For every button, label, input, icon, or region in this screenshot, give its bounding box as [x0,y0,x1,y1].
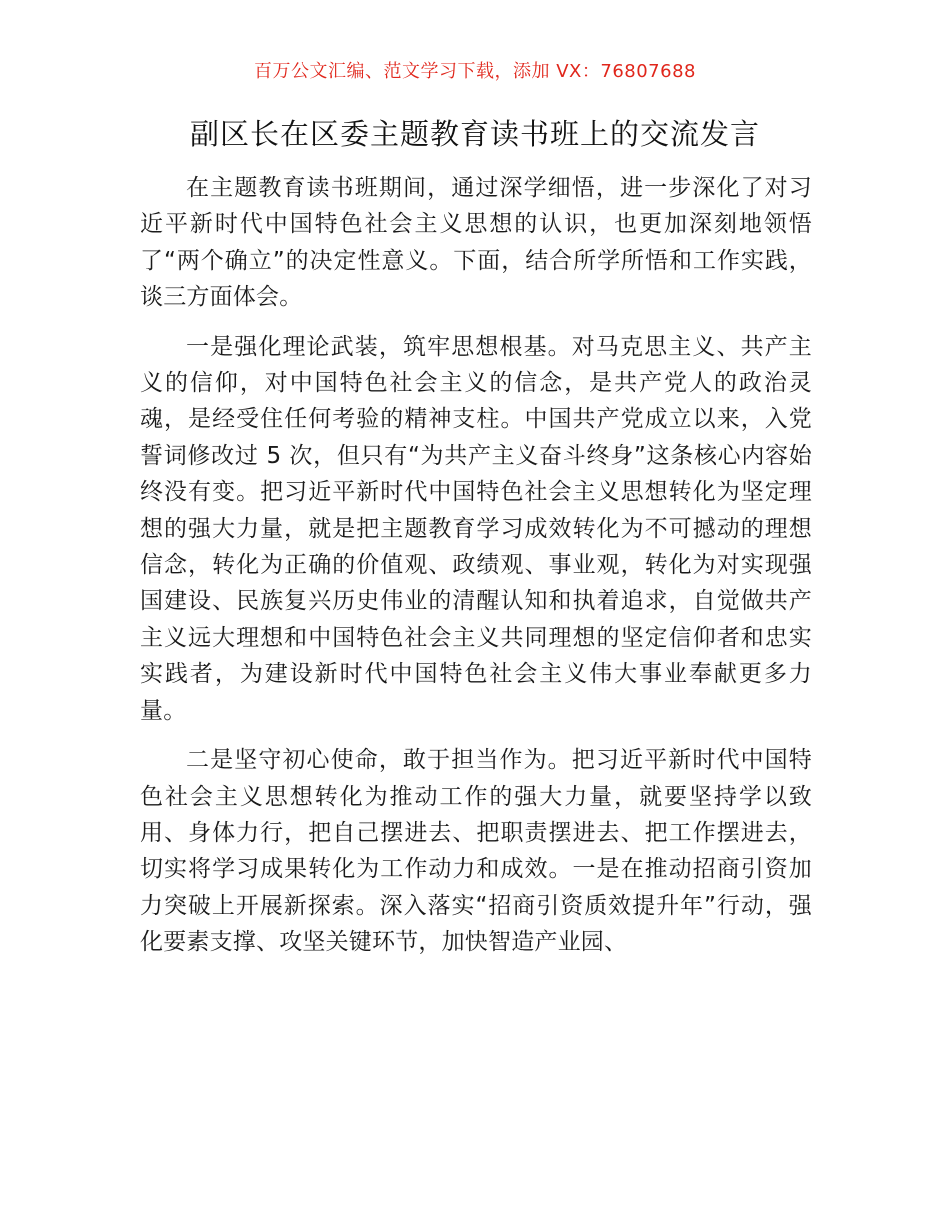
paragraph-point-one: 一是强化理论武装，筑牢思想根基。对马克思主义、共产主义的信仰，对中国特色社会主义的信念，是共产党人的政治灵魂，是经受住任何考验的精神支柱。中国共产党成立以来，入党誓词修改过 5 次，但只有“为共产主义奋斗终身”这条核心内容始终没有变。把习近平新时代中国特色社会主义思想转化为坚定理想的强大力量，就是把主题教育学习成效转化为不可撼动的理想信念，转化为正确的价值观、政绩观、事业观，转化为对实现强国建设、民族复兴历史伟业的清醒认知和执着追求，自觉做共产主义远大理想和中国特色社会主义共同理想的坚定信仰者和忠实实践者，为建设新时代中国特色社会主义伟大事业奉献更多力量。 [140,333,812,724]
paragraph-point-two: 二是坚守初心使命，敢于担当作为。把习近平新时代中国特色社会主义思想转化为推动工作的强大力量，就要坚持学以致用、身体力行，把自己摆进去、把职责摆进去、把工作摆进去，切实将学习成果转化为工作动力和成效。一是在推动招商引资加力突破上开展新探索。深入落实“招商引资质效提升年”行动，强化要素支撑、攻坚关键环节，加快智造产业园、 [140,747,812,956]
paragraph-intro: 在主题教育读书班期间，通过深学细悟，进一步深化了对习近平新时代中国特色社会主义思想的认识，也更加深刻地领悟了“两个确立”的决定性意义。下面，结合所学所悟和工作实践，谈三方面体会。 [140,175,812,311]
document-title: 副区长在区委主题教育读书班上的交流发言 [189,117,760,151]
document-body [140,170,812,974]
header-note: 百万公文汇编、范文学习下载，添加 VX：76807688 [254,61,696,82]
